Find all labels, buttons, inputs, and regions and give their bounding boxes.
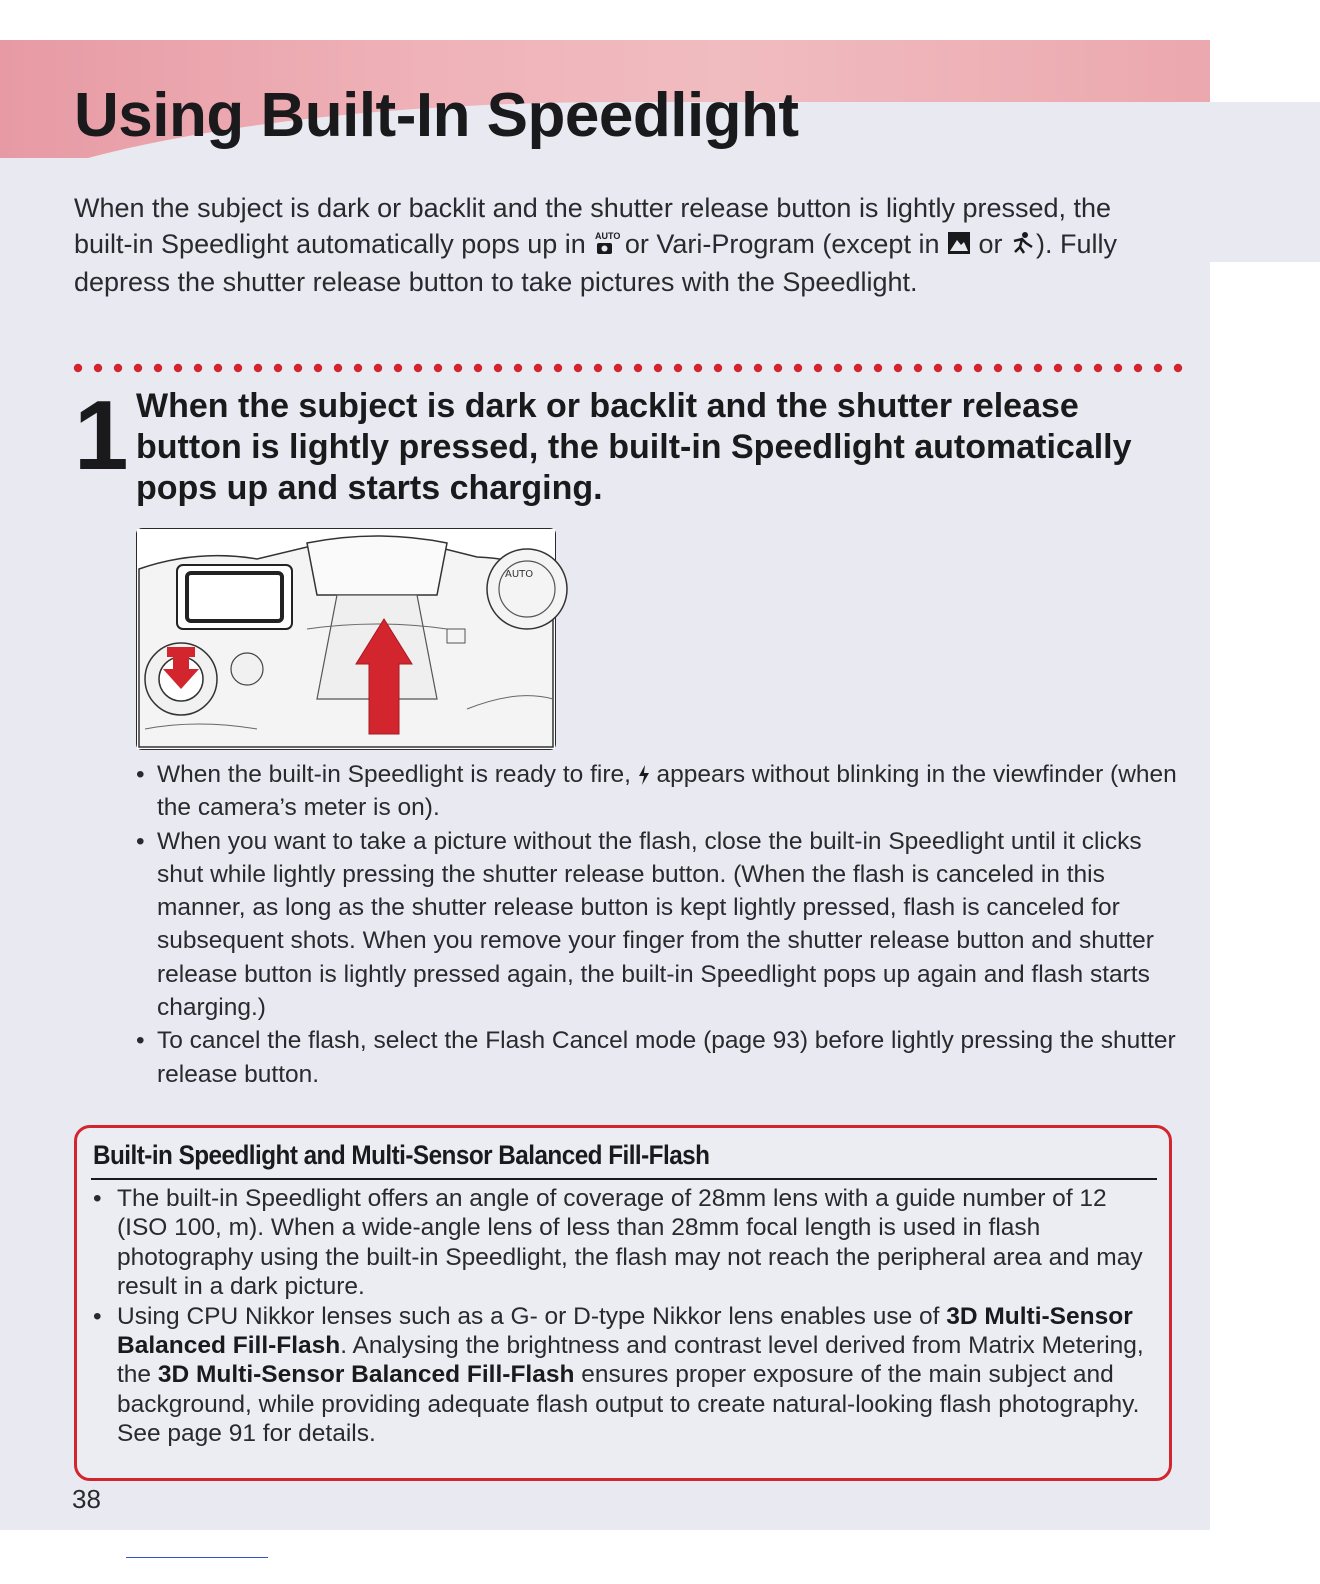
note-item-2-text-a: Using CPU Nikkor lenses such as a G- or D-type Nikkor lens enables use of	[117, 1302, 940, 1330]
divider-dot	[274, 364, 282, 372]
divider-dot	[874, 364, 882, 372]
bullet-1-text-a: When the built-in Speedlight is ready to fire,	[157, 761, 631, 788]
divider-dot	[554, 364, 562, 372]
note-list	[93, 1184, 1159, 1449]
note-title: Built-in Speedlight and Multi-Sensor Balanced Fill-Flash	[93, 1140, 710, 1170]
divider-dot	[114, 364, 122, 372]
note-title-rule	[91, 1178, 1157, 1180]
divider-dot	[1094, 364, 1102, 372]
note-item-2-bold-a: 3D Multi-Sensor Balanced Fill-Flash	[117, 1302, 1133, 1360]
page-title: Using Built-In Speedlight	[74, 81, 799, 150]
landscape-mode-icon	[947, 236, 971, 256]
divider-dot	[794, 364, 802, 372]
divider-dot	[574, 364, 582, 372]
bullet-item: • When you want to take a picture without the flash, close the built-in Speedlight until it clicks shut while lightly pressing the shutter release button. (When the flash is canceled in this manner, as long as the shutter release button is kept lightly pressed, flash is canceled for subsequent shots. When you remove your finger from the shutter release button and shutter release button is lightly pressed again, the built-in Speedlight pops up again and flash starts charging.)	[136, 825, 1181, 1025]
divider-dot	[814, 364, 822, 372]
note-item-2-text-c: ensures proper exposure of the main subject and background, while providing adequate flash output to create natural-looking flash photography. See page 91 for details.	[117, 1361, 1140, 1448]
divider-dot	[334, 364, 342, 372]
svg-text:AUTO: AUTO	[505, 569, 534, 580]
divider-dot	[854, 364, 862, 372]
auto-mode-icon	[593, 230, 621, 256]
divider-dot	[1114, 364, 1122, 372]
bullet-item: • To cancel the flash, select the Flash Cancel mode (page 93) before lightly pressing the shutter release button.	[136, 1024, 1181, 1091]
divider-dot	[314, 364, 322, 372]
divider-dot	[134, 364, 142, 372]
bullet-item	[136, 758, 1181, 825]
divider-dot	[74, 364, 82, 372]
divider-dot	[974, 364, 982, 372]
divider-dot	[374, 364, 382, 372]
divider-dot	[734, 364, 742, 372]
divider-dot	[194, 364, 202, 372]
divider-dot	[214, 364, 222, 372]
divider-dot	[534, 364, 542, 372]
divider-dot	[1014, 364, 1022, 372]
sports-mode-icon	[1010, 236, 1036, 256]
divider-dot	[454, 364, 462, 372]
divider-dot	[1074, 364, 1082, 372]
divider-dot	[894, 364, 902, 372]
divider-dot	[594, 364, 602, 372]
divider-dot	[614, 364, 622, 372]
step-bullet-list	[136, 758, 1181, 1091]
note-item-2-bold-b: 3D Multi-Sensor Balanced Fill-Flash	[157, 1361, 575, 1389]
bottom-rule	[126, 1557, 268, 1558]
divider-dot	[774, 364, 782, 372]
intro-text-4: ). Fully depress the shutter release button to take pictures with the Speedlight.	[74, 229, 1118, 297]
note-item: • The built-in Speedlight offers an angle of coverage of 28mm lens with a guide number of 12 (ISO 100, m). When a wide-angle lens of less than 28mm focal length is used in flash photography using the built-in Speedlight, the flash may not reach the peripheral area and may result in a dark picture.	[93, 1184, 1159, 1302]
divider-dot	[1154, 364, 1162, 372]
divider-dot	[94, 364, 102, 372]
divider-dot	[354, 364, 362, 372]
divider-dot	[754, 364, 762, 372]
divider-dot	[1174, 364, 1182, 372]
intro-text-1: When the subject is dark or backlit and the shutter release button is lightly pressed, the built-in Speedlight automatically pops up in	[74, 193, 1112, 259]
divider-dot	[994, 364, 1002, 372]
divider-dot	[1034, 364, 1042, 372]
step-number: 1	[74, 380, 129, 490]
divider-dot	[154, 364, 162, 372]
divider-dot	[1054, 364, 1062, 372]
divider-dot	[294, 364, 302, 372]
divider-dot	[654, 364, 662, 372]
divider-dot	[934, 364, 942, 372]
note-box	[74, 1125, 1172, 1481]
divider-dot	[494, 364, 502, 372]
divider-dot	[694, 364, 702, 372]
step-heading: When the subject is dark or backlit and the shutter release button is lightly pressed, the built-in Speedlight automatically pops up and starts charging.	[136, 387, 1132, 507]
divider-dot	[514, 364, 522, 372]
divider-dot	[1134, 364, 1142, 372]
divider-dot	[234, 364, 242, 372]
page-number: 38	[72, 1484, 101, 1514]
divider-dot	[414, 364, 422, 372]
divider-dot	[674, 364, 682, 372]
divider-dot	[914, 364, 922, 372]
flash-ready-icon	[638, 761, 650, 788]
camera-illustration	[136, 528, 556, 750]
note-item-2-text-b: . Analysing the brightness and contrast level derived from Matrix Metering, the	[117, 1332, 1144, 1389]
divider-dot	[394, 364, 402, 372]
divider-dot	[174, 364, 182, 372]
intro-text-3: or	[978, 229, 1003, 259]
divider-dot	[254, 364, 262, 372]
note-item	[93, 1302, 1159, 1449]
dotted-divider	[74, 358, 1182, 378]
divider-dot	[954, 364, 962, 372]
svg-text:AUTO: AUTO	[595, 230, 621, 241]
bullet-1-text-b: appears without blinking in the viewfinder (when the camera’s meter is on).	[157, 761, 1177, 822]
divider-dot	[634, 364, 642, 372]
divider-dot	[434, 364, 442, 372]
divider-dot	[714, 364, 722, 372]
divider-dot	[834, 364, 842, 372]
intro-paragraph	[74, 190, 1164, 300]
manual-page	[0, 40, 1210, 1530]
intro-text-2: or Vari-Program (except in	[624, 229, 940, 259]
divider-dot	[474, 364, 482, 372]
